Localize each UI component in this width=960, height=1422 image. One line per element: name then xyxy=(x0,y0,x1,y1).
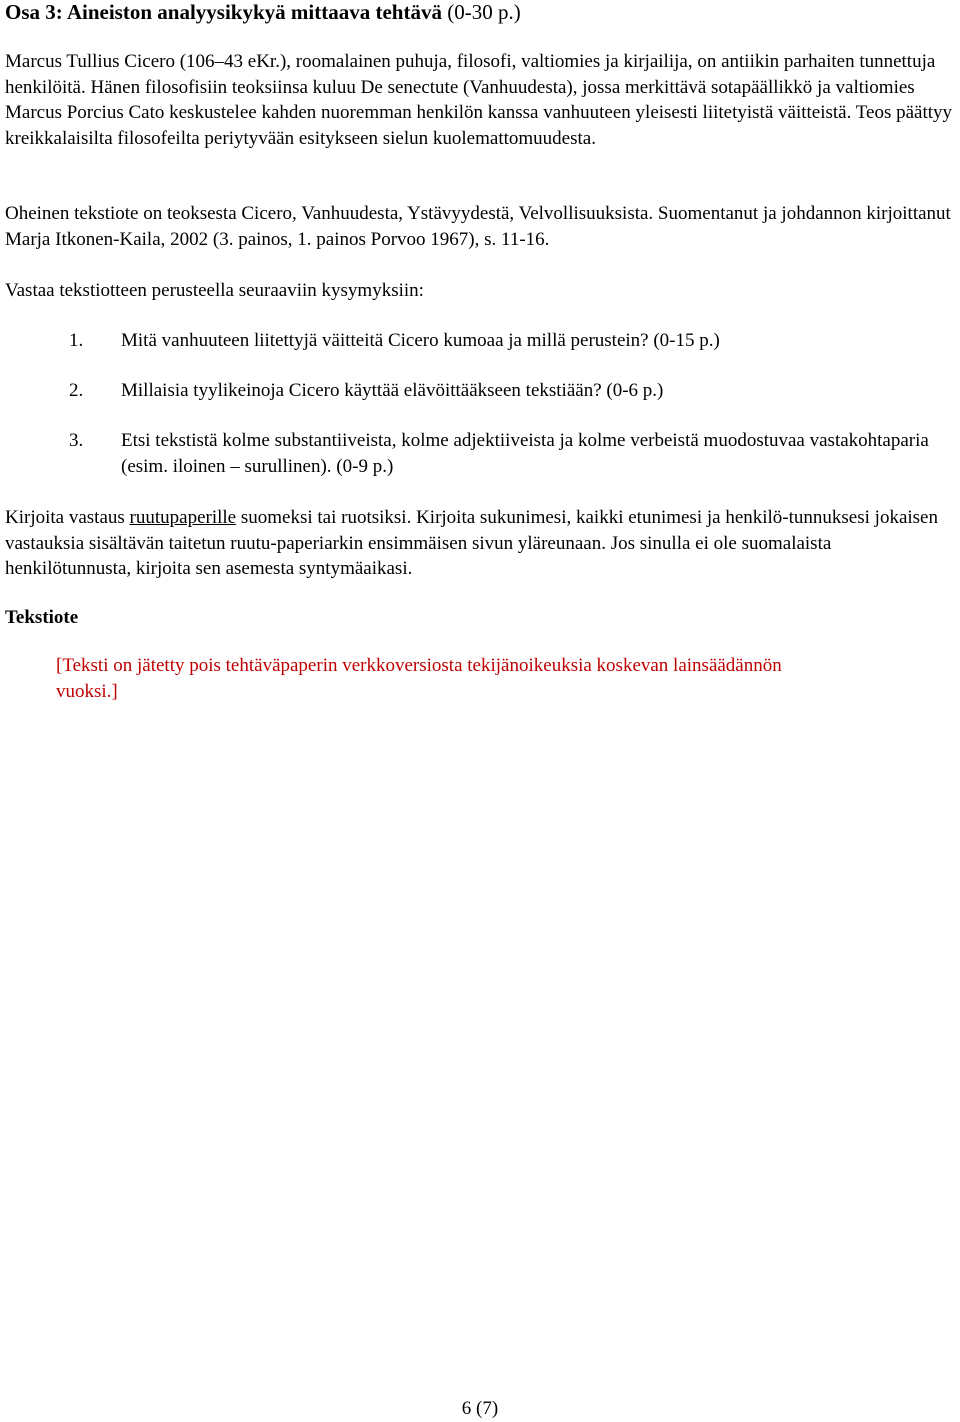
question-text: Etsi tekstistä kolme substantiiveista, kolme adjektiiveista ja kolme verbeistä muodostuvaa vastakohtaparia (esim. iloinen – surullinen). (0-9 p.) xyxy=(121,430,929,477)
instructions-underlined: ruutupaperille xyxy=(129,507,237,528)
source-paragraph: Oheinen tekstiote on teoksesta Cicero, Vanhuudesta, Ystävyydestä, Velvollisuuksista. Suomentanut ja johdannon kirjoittanut Marja Itkonen-Kaila, 2002 (3. painos, 1. painos Porvoo 1967), s. 11-16. xyxy=(5,203,951,250)
section-heading: Tekstiote xyxy=(5,607,79,628)
intro-paragraph: Marcus Tullius Cicero (106–43 eKr.), roomalainen puhuja, filosofi, valtiomies ja kirjailija, on antiikin parhaiten tunnettuja henkilöitä. Hänen filosofisiin teoksiinsa kuluu De senectute (Vanhuudesta), jossa merkittävä sotapäällikkö ja valtiomies Marcus Porcius Cato keskustelee kahden nuoremman henkilön kanssa vanhuuteen yleisesti liitetyistä väitteistä. Teos päättyy kreikkalaisilta filosofeilta periytyvään esitykseen sielun kuolemattomuudesta. xyxy=(5,51,953,149)
page-number: 6 (7) xyxy=(461,1398,499,1419)
question-number: 1. xyxy=(69,330,84,351)
instructions-before: Kirjoita vastaus xyxy=(5,507,130,528)
title-bold: Osa 3: Aineiston analyysikykyä mittaava tehtävä xyxy=(5,0,442,24)
questions-lead: Vastaa tekstiotteen perusteella seuraaviin kysymyksiin: xyxy=(5,280,424,301)
question-number: 2. xyxy=(69,380,84,401)
answer-instructions xyxy=(5,505,955,582)
instructions-after: suomeksi tai ruotsiksi. Kirjoita sukunimesi, kaikki etunimesi ja henkilö-tunnuksesi jokaisen vastauksia sisältävän taitetun ruutu-paperiarkin ensimmäisen sivun yläreunaan. Jos sinulla ei ole suomalaista henkilötunnusta, kirjoita sen asemesta syntymäaikasi. xyxy=(5,507,938,579)
omission-notice: [Teksti on jätetty pois tehtäväpaperin verkkoversiosta tekijänoikeuksia koskevan lainsäädännön vuoksi.] xyxy=(56,655,782,702)
title-points: (0-30 p.) xyxy=(447,0,521,24)
page-title xyxy=(5,0,521,25)
question-text: Millaisia tyylikeinoja Cicero käyttää elävöittääkseen tekstiään? (0-6 p.) xyxy=(121,380,664,401)
question-text: Mitä vanhuuteen liitettyjä väitteitä Cicero kumoaa ja millä perustein? (0-15 p.) xyxy=(121,330,720,351)
question-number: 3. xyxy=(69,430,84,451)
